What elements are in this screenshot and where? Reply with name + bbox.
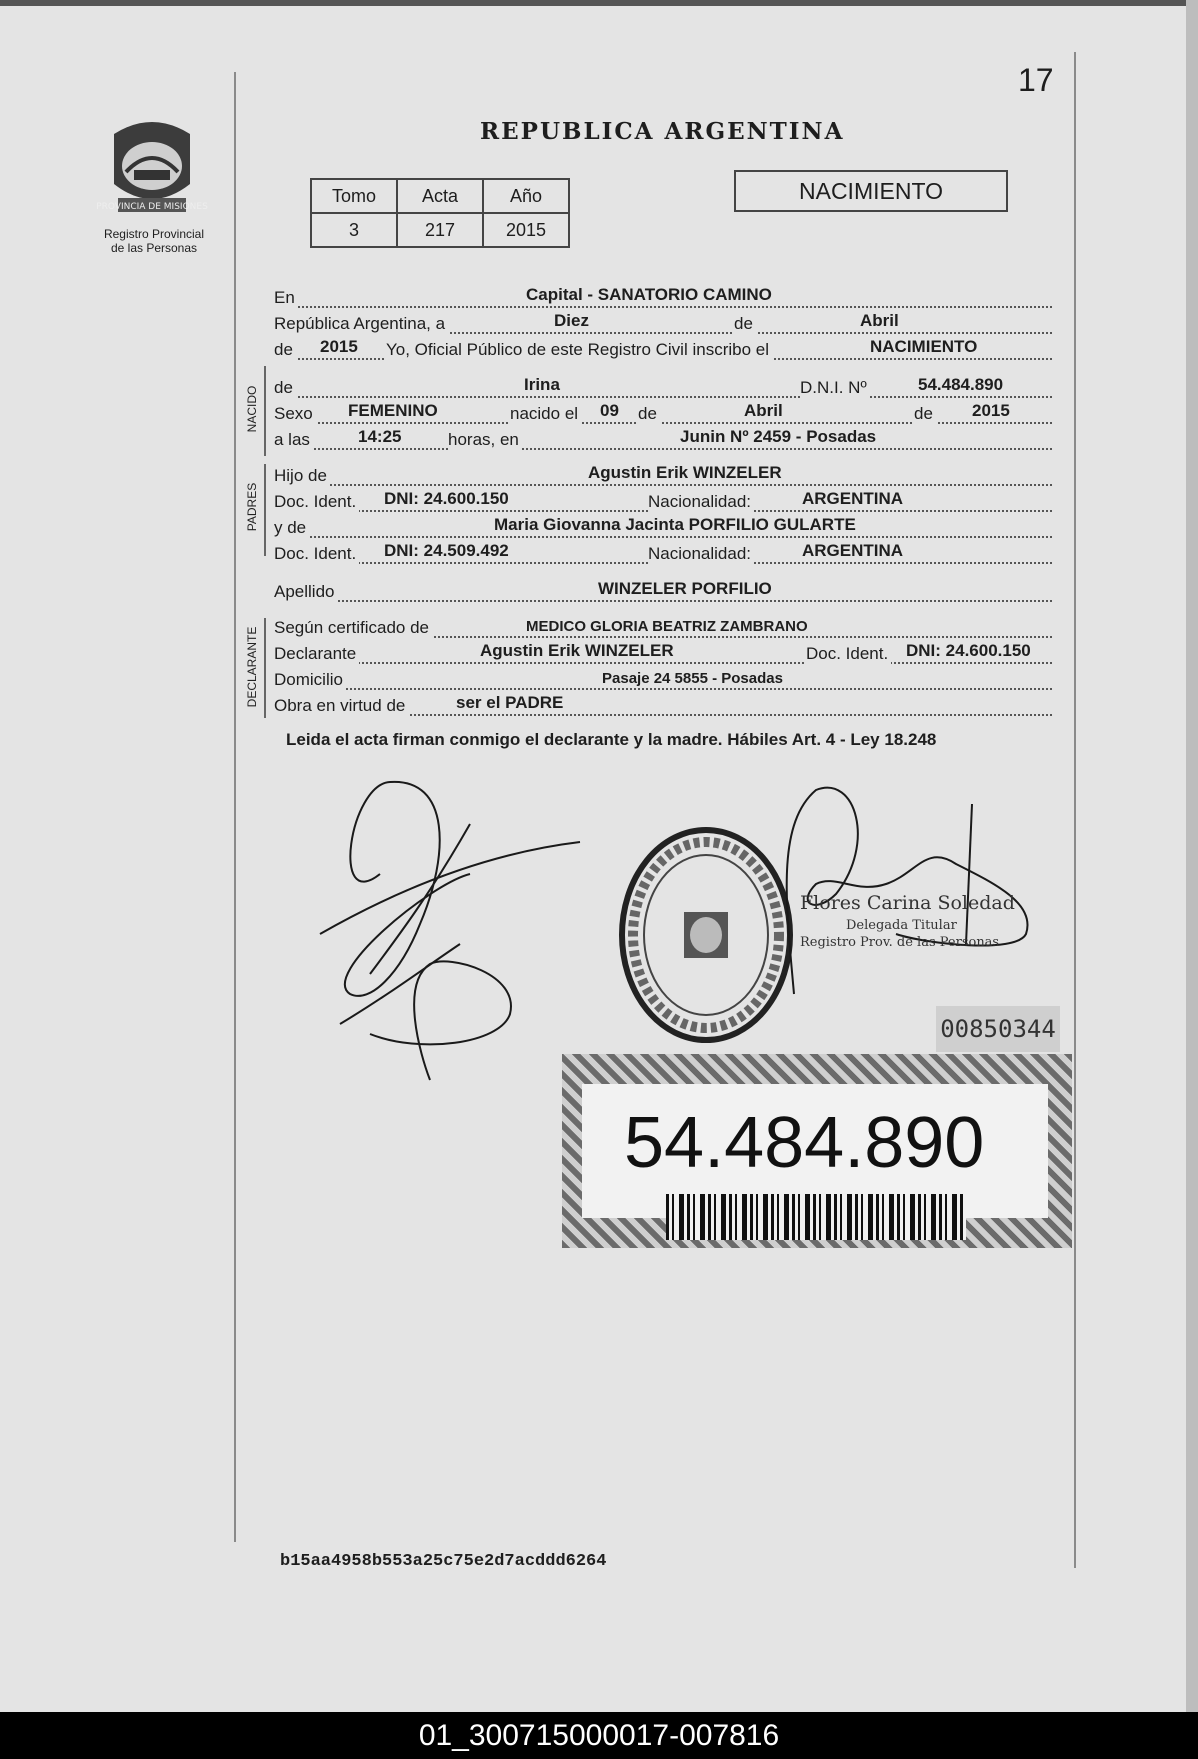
section-label-nacido: NACIDO <box>245 385 259 433</box>
row-certificado <box>274 616 1052 640</box>
document-hash: b15aa4958b553a25c75e2d7acddd6264 <box>280 1552 607 1571</box>
value-madre-nacionalidad: ARGENTINA <box>802 541 904 560</box>
official-role: Delegada Titular <box>846 918 957 933</box>
section-bar-nacido <box>264 366 266 456</box>
label-domicilio: Domicilio <box>274 670 346 690</box>
value-anio-acta: 2015 <box>320 337 358 356</box>
value-dia: Diez <box>554 311 589 330</box>
record-table <box>310 178 570 248</box>
label-nac-de-anio: de <box>914 404 936 424</box>
row-apellido <box>274 580 1052 604</box>
registry-caption-line1: Registro Provincial <box>103 227 205 241</box>
header-acta: Acta <box>397 179 483 213</box>
value-inscripcion: NACIMIENTO <box>870 337 978 356</box>
label-padre-nacionalidad: Nacionalidad: <box>648 492 754 512</box>
document-type-box: NACIMIENTO <box>734 170 1008 212</box>
value-hora: 14:25 <box>358 427 402 446</box>
value-declarante: Agustin Erik WINZELER <box>480 641 674 660</box>
row-padre <box>274 464 1052 488</box>
label-republica: República Argentina, a <box>274 314 448 334</box>
value-madre-doc: DNI: 24.509.492 <box>384 541 509 560</box>
label-de-mes: de <box>734 314 756 334</box>
label-madre-doc: Doc. Ident. <box>274 544 359 564</box>
row-madre <box>274 516 1052 540</box>
scan-top-edge <box>0 0 1198 6</box>
value-dni: 54.484.890 <box>918 375 1004 394</box>
row-madre-doc <box>274 542 1052 566</box>
label-oficial: Yo, Oficial Público de este Registro Civil inscribo el <box>386 340 772 360</box>
value-declarante-doc: DNI: 24.600.150 <box>906 641 1031 660</box>
label-de-anio: de <box>274 340 296 360</box>
row-fecha <box>274 312 1052 336</box>
row-sexo <box>274 402 1052 426</box>
header-anio: Año <box>483 179 569 213</box>
label-obra: Obra en virtud de <box>274 696 408 716</box>
label-declarante-doc: Doc. Ident. <box>806 644 891 664</box>
value-nac-anio: 2015 <box>972 401 1010 420</box>
section-label-declarante: DECLARANTE <box>245 626 259 708</box>
official-signature-icon <box>776 784 1046 994</box>
row-declarante <box>274 642 1052 666</box>
value-sexo: FEMENINO <box>348 401 438 420</box>
value-padre-doc: DNI: 24.600.150 <box>384 489 509 508</box>
row-en <box>274 286 1052 310</box>
barcode-label-inner <box>582 1084 1048 1218</box>
record-table-values <box>311 213 569 247</box>
label-de-nombre: de <box>274 378 296 398</box>
right-margin-line <box>1074 52 1076 1568</box>
row-hora <box>274 428 1052 452</box>
barcode-label-card <box>562 1054 1072 1248</box>
value-obra: ser el PADRE <box>456 693 564 712</box>
value-tomo: 3 <box>311 213 397 247</box>
label-madre-nacionalidad: Nacionalidad: <box>648 544 754 564</box>
page-number: 17 <box>1018 62 1054 98</box>
section-label-padres: PADRES <box>245 482 259 532</box>
label-dni: D.N.I. Nº <box>800 378 870 398</box>
row-obra <box>274 694 1052 718</box>
label-hijo: Hijo de <box>274 466 330 486</box>
value-padre: Agustin Erik WINZELER <box>588 463 782 482</box>
header-tomo: Tomo <box>311 179 397 213</box>
section-bar-padres <box>264 464 266 556</box>
label-sexo: Sexo <box>274 404 316 424</box>
declarant-signature-icon <box>310 774 590 1090</box>
row-domicilio <box>274 668 1052 692</box>
section-bar-declarante <box>264 618 266 718</box>
barcode-icon <box>666 1194 966 1240</box>
label-certificado: Según certificado de <box>274 618 432 638</box>
label-padre-doc: Doc. Ident. <box>274 492 359 512</box>
row-nombre <box>274 376 1052 400</box>
row-anio-inscripcion <box>274 338 1052 362</box>
value-anio: 2015 <box>483 213 569 247</box>
value-nac-dia: 09 <box>600 401 619 420</box>
serial-number: 00850344 <box>936 1006 1060 1052</box>
label-declarante: Declarante <box>274 644 359 664</box>
label-en: En <box>274 288 298 308</box>
barcode-number: 54.484.890 <box>624 1103 985 1183</box>
row-padre-doc <box>274 490 1052 514</box>
value-apellido: WINZELER PORFILIO <box>598 579 772 598</box>
value-madre: Maria Giovanna Jacinta PORFILIO GULARTE <box>494 515 856 534</box>
value-certificado: MEDICO GLORIA BEATRIZ ZAMBRANO <box>526 618 808 635</box>
value-acta: 217 <box>397 213 483 247</box>
registry-caption <box>84 227 224 255</box>
value-domicilio: Pasaje 24 5855 - Posadas <box>602 670 783 687</box>
value-en: Capital - SANATORIO CAMINO <box>526 285 772 304</box>
record-table-header <box>311 179 569 213</box>
value-padre-nacionalidad: ARGENTINA <box>802 489 904 508</box>
label-yde: y de <box>274 518 309 538</box>
value-lugar: Junin Nº 2459 - Posadas <box>680 427 877 446</box>
provincia-de-misiones-seal-icon <box>96 114 208 224</box>
logo-text: PROVINCIA DE MISIONES <box>96 202 208 212</box>
official-round-stamp-icon <box>618 826 794 1044</box>
value-mes: Abril <box>860 311 899 330</box>
document-title: REPUBLICA ARGENTINA <box>480 118 845 145</box>
left-margin-line <box>234 72 236 1542</box>
label-alas: a las <box>274 430 313 450</box>
scan-right-edge <box>1186 0 1198 1712</box>
label-nac-de-mes: de <box>638 404 660 424</box>
official-office: Registro Prov. de las Personas <box>800 935 1000 950</box>
closing-statement: Leida el acta firman conmigo el declarante y la madre. Hábiles Art. 4 - Ley 18.248 <box>286 730 937 749</box>
label-horas: horas, en <box>448 430 522 450</box>
scan-footer-id: 01_300715000017-007816 <box>0 1712 1198 1759</box>
label-apellido: Apellido <box>274 582 338 602</box>
label-nacido: nacido el <box>510 404 581 424</box>
registry-caption-line2: de las Personas <box>110 241 198 255</box>
official-name: Flores Carina Soledad <box>800 892 1015 914</box>
value-nombre: Irina <box>524 375 560 394</box>
value-nac-mes: Abril <box>744 401 783 420</box>
